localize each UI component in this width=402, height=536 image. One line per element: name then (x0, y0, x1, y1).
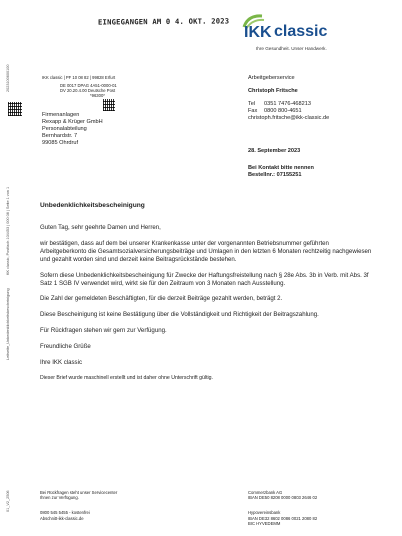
contact-department: Arbeitgeberservice (248, 75, 295, 81)
paragraph-confirmation: wir bestätigen, dass auf dem bei unserer Krankenkasse unter der vorgenannten Betriebsnummer geführten Arbeitgeberkonto die Gesamtsozialversicherungsbeiträge und Umlagen in den letzten 6 Monaten rechtzeitig nachgewiesen und gezahlt worden sind und derzeit keine Beitragsrückstände bestehen. (40, 239, 372, 263)
footer-iban-2: IBAN DE32 8602 0086 0021 2080 82 (248, 515, 318, 521)
margin-code-top: 2023100600100 (6, 64, 10, 92)
fax-label: Fax (248, 108, 258, 114)
margin-text-bottom: Leitseite_Unbedenklichkeitsbescheinigung (6, 288, 10, 360)
paragraph-liability: Sofern diese Unbedenklichkeitsbescheinigung für Zwecke der Haftungsfreistellung nach § 28e Abs. 3b in Verb. mit Abs. 3f Satz 1 SGB IV verwendet wird, wirkt sie für den Zeitraum von 3 Monaten nach Ausstellung. (40, 271, 369, 287)
footer-service-1: Bei Rückfragen steht unser Servicecenter (40, 490, 118, 495)
footer-phone: 0800 545 5455 - kostenfrei (40, 510, 90, 516)
footer-left (40, 490, 117, 521)
recipient-line: Bernhardstr. 7 (42, 133, 78, 139)
recipient-line: Personalabteilung (42, 126, 87, 132)
ikk-classic-logo (240, 13, 360, 51)
received-stamp: EINGEGANGEN AM 0 4. OKT. 2023 (97, 16, 230, 27)
qr-code-left (8, 102, 22, 116)
footer-iban-1: IBAN DE50 8208 0000 0803 2646 02 (248, 495, 318, 501)
closing: Freundliche Grüße (40, 343, 91, 351)
footer-web: Abschnitt-ikk-classic.de (40, 515, 84, 521)
postage-line-3: *96300* (90, 93, 105, 99)
letter-date: 28. September 2023 (248, 148, 301, 154)
letter-subject: Unbedenklichkeitsbescheinigung (40, 202, 145, 209)
recipient-line: Rexapp & Krüger GmbH (42, 119, 103, 125)
signature: Ihre IKK classic (40, 359, 82, 367)
tel-label: Tel (248, 101, 256, 107)
paragraph-disclaimer: Diese Bescheinigung ist keine Bestätigung über die Vollständigkeit und Richtigkeit der Beitragszahlung. (40, 311, 319, 319)
margin-footer-code: 01_V2_2506 (6, 490, 10, 512)
footer-bic: BIC HYVEDEMM (248, 520, 281, 526)
logo-wordmark: classic (274, 23, 328, 40)
recipient-line: 99085 Ohrdruf (42, 140, 79, 146)
svg-text:IKK: IKK (244, 24, 272, 41)
qr-code-postage (103, 99, 115, 111)
contact-tel (248, 101, 329, 108)
footer-bank-1: Commerzbank AG (248, 490, 283, 495)
reference-label: Bestellnr.: (248, 172, 276, 178)
recipient-address (42, 112, 103, 147)
margin-text-mid: KK classic, Postfach 104453 | 000 08 | Seite 1 von 1 (6, 186, 10, 275)
paragraph-questions: Für Rückfragen stehen wir gern zur Verfügung. (40, 327, 167, 335)
paragraph-employees: Die Zahl der gemeldeten Beschäftigten, für die derzeit Beiträge gezahlt werden, beträgt 2. (40, 295, 283, 303)
contact-email: christoph.fritsche@ikk-classic.de (248, 115, 330, 121)
fax-value: 0800 800-4651 (264, 108, 302, 114)
machine-note: Dieser Brief wurde maschinell erstellt und ist daher ohne Unterschrift gültig. (40, 374, 213, 381)
tel-value: 0351 7476-468213 (264, 101, 311, 107)
reference-value: 07155251 (276, 172, 302, 178)
greeting: Guten Tag, sehr geehrte Damen und Herren, (40, 224, 161, 231)
contact-block (248, 75, 329, 179)
contact-name: Christoph Fritsche (248, 88, 298, 94)
recipient-line: Firmenanlagen (42, 112, 80, 118)
contact-fax (248, 108, 329, 115)
postage-line-1: DE 0017 DPAG 4A51-0000-01 (60, 83, 117, 88)
logo-tagline: Ihre Gesundheit. Unser Handwerk. (256, 46, 327, 51)
letter-body (40, 224, 375, 390)
footer-right (248, 490, 317, 526)
postage-line-2: DV 20.20.4.00 Deutsche Post (60, 88, 116, 94)
reference-number (248, 172, 329, 179)
reference-hint: Bei Kontakt bitte nennen (248, 165, 314, 171)
sender-line: IKK classic | PF 10 08 82 | 99828 Erfurt (42, 75, 116, 80)
postage-block (60, 83, 117, 99)
footer-service-2: Ihnen zur Verfügung. (40, 495, 79, 501)
footer-bank-2: Hypovereinsbank (248, 510, 281, 516)
